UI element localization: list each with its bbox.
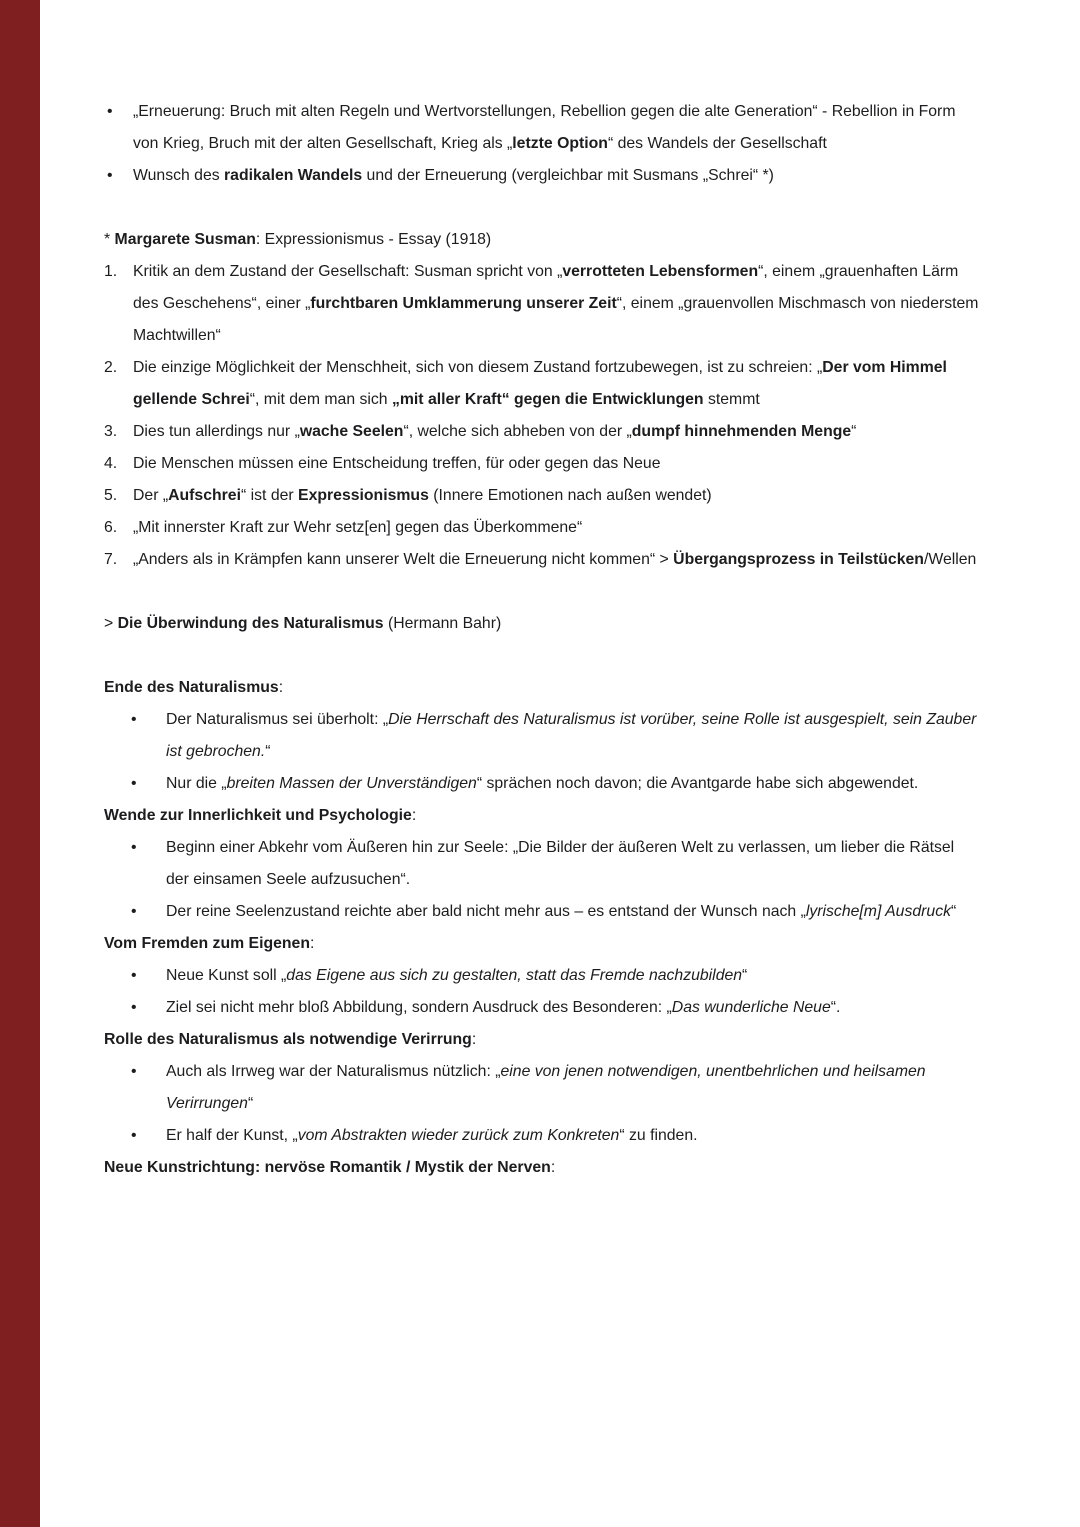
text-segment: : bbox=[471, 1031, 477, 1048]
list-number: 2. bbox=[104, 359, 118, 376]
text-run bbox=[166, 992, 980, 1024]
text-segment: „Erneuerung: Bruch mit alten Regeln und Wertvorstellungen, Rebellion gegen die alte Generation“ - Rebellion in Form von Krieg, Bruch mit der alten Gesellschaft, Krieg als „ bbox=[133, 103, 956, 152]
text-run bbox=[166, 1120, 980, 1152]
bullet-icon: • bbox=[107, 103, 113, 120]
bullet-icon: • bbox=[131, 775, 137, 792]
text-run bbox=[133, 544, 980, 576]
text-run bbox=[133, 256, 980, 352]
text-segment: Auch als Irrweg war der Naturalismus nützlich: „ bbox=[166, 1063, 501, 1080]
bullet-icon: • bbox=[131, 1063, 137, 1080]
sub-bullet-item bbox=[126, 704, 980, 768]
bold-text-segment: Rolle des Naturalismus als notwendige Verirrung bbox=[104, 1031, 472, 1048]
text-segment: “, einem „grauenhaften Lärm des Geschehens“, einer „ bbox=[133, 263, 959, 312]
bold-text-segment: Übergangsprozess in Teilstücken bbox=[673, 551, 924, 568]
list-number: 6. bbox=[104, 519, 118, 536]
blank-line bbox=[104, 640, 980, 672]
text-run bbox=[166, 832, 980, 896]
blank-line bbox=[104, 576, 980, 608]
sub-bullet-item bbox=[126, 960, 980, 992]
numbered-list-item bbox=[104, 544, 980, 576]
numbered-list-item bbox=[104, 512, 980, 544]
text-run bbox=[133, 96, 980, 160]
text-segment: “ bbox=[851, 423, 857, 440]
section-heading bbox=[104, 800, 980, 832]
numbered-list-item bbox=[104, 480, 980, 512]
bold-text-segment: radikalen Wandels bbox=[224, 167, 363, 184]
sub-bullet-item bbox=[126, 832, 980, 896]
sub-bullet-item bbox=[126, 1056, 980, 1120]
text-segment: Die Menschen müssen eine Entscheidung treffen, für oder gegen das Neue bbox=[133, 455, 661, 472]
paragraph bbox=[104, 224, 980, 256]
text-segment: /Wellen bbox=[923, 551, 977, 568]
bullet-list-item bbox=[104, 96, 980, 160]
bullet-icon: • bbox=[131, 999, 137, 1016]
bold-text-segment: Aufschrei bbox=[168, 487, 241, 504]
text-segment: stemmt bbox=[703, 391, 760, 408]
bold-text-segment: Ende des Naturalismus bbox=[104, 679, 279, 696]
italic-text-segment: eine von jenen notwendigen, unentbehrlichen und heilsamen Verirrungen bbox=[166, 1063, 926, 1112]
italic-text-segment: breiten Massen der Unverständigen bbox=[226, 775, 477, 792]
list-number: 7. bbox=[104, 551, 118, 568]
italic-text-segment: Die Herrschaft des Naturalismus ist vorüber, seine Rolle ist ausgespielt, sein Zauber ist gebrochen. bbox=[166, 711, 977, 760]
text-run bbox=[104, 928, 980, 960]
bold-text-segment: Vom Fremden zum Eigenen bbox=[104, 935, 310, 952]
text-segment: “ bbox=[247, 1095, 254, 1112]
page-edge-accent-bar bbox=[0, 0, 40, 1527]
text-run bbox=[133, 160, 980, 192]
list-number: 5. bbox=[104, 487, 118, 504]
paragraph bbox=[104, 608, 980, 640]
text-segment: Wunsch des bbox=[133, 167, 225, 184]
bullet-icon: • bbox=[107, 167, 113, 184]
text-segment: Er half der Kunst, „ bbox=[166, 1127, 298, 1144]
text-segment: Der Naturalismus sei überholt: „ bbox=[166, 711, 389, 728]
text-segment: (Hermann Bahr) bbox=[383, 615, 502, 632]
text-segment: “ zu finden. bbox=[619, 1127, 698, 1144]
italic-text-segment: das Eigene aus sich zu gestalten, statt das Fremde nachzubilden bbox=[286, 967, 743, 984]
text-run bbox=[166, 960, 980, 992]
bullet-icon: • bbox=[131, 1127, 137, 1144]
bold-text-segment: Die Überwindung des Naturalismus bbox=[117, 615, 384, 632]
bullet-icon: • bbox=[131, 839, 137, 856]
bold-text-segment: verrotteten Lebensformen bbox=[562, 263, 759, 280]
text-segment: : bbox=[309, 935, 315, 952]
text-run bbox=[104, 672, 980, 704]
bullet-icon: • bbox=[131, 967, 137, 984]
bullet-icon: • bbox=[131, 711, 137, 728]
text-run bbox=[133, 416, 980, 448]
text-segment: Die einzige Möglichkeit der Menschheit, sich von diesem Zustand fortzubewegen, ist zu schreien: „ bbox=[133, 359, 823, 376]
text-segment: Kritik an dem Zustand der Gesellschaft: Susman spricht von „ bbox=[133, 263, 563, 280]
section-heading bbox=[104, 928, 980, 960]
bold-text-segment: Wende zur Innerlichkeit und Psychologie bbox=[104, 807, 412, 824]
italic-text-segment: vom Abstrakten wieder zurück zum Konkreten bbox=[297, 1127, 620, 1144]
text-segment: “. bbox=[830, 999, 841, 1016]
document-page bbox=[104, 96, 980, 1184]
bold-text-segment: letzte Option bbox=[512, 135, 608, 152]
text-segment: Beginn einer Abkehr vom Äußeren hin zur Seele: „Die Bilder der äußeren Welt zu verlassen, um lieber die Rätsel der einsamen Seele aufzusuchen“. bbox=[166, 839, 955, 888]
numbered-list-item bbox=[104, 352, 980, 416]
text-run bbox=[104, 1024, 980, 1056]
text-segment: Der reine Seelenzustand reichte aber bald nicht mehr aus – es entstand der Wunsch nach „ bbox=[166, 903, 806, 920]
text-segment: Nur die „ bbox=[166, 775, 227, 792]
bold-text-segment: dumpf hinnehmenden Menge bbox=[631, 423, 852, 440]
text-segment: : bbox=[278, 679, 284, 696]
text-segment: “, einem „grauenvollen Mischmasch von niederstem Machtwillen“ bbox=[133, 295, 979, 344]
text-run bbox=[104, 800, 980, 832]
text-segment: : Expressionismus - Essay (1918) bbox=[255, 231, 492, 248]
text-segment: und der Erneuerung (vergleichbar mit Susmans „Schrei“ *) bbox=[362, 167, 774, 184]
text-segment: > bbox=[104, 615, 118, 632]
text-run bbox=[166, 896, 980, 928]
numbered-list-item bbox=[104, 256, 980, 352]
section-heading bbox=[104, 1024, 980, 1056]
list-number: 3. bbox=[104, 423, 118, 440]
bold-text-segment: Neue Kunstrichtung: nervöse Romantik / Mystik der Nerven bbox=[104, 1159, 551, 1176]
bullet-list-item bbox=[104, 160, 980, 192]
bold-text-segment: „mit aller Kraft“ gegen die Entwicklungen bbox=[391, 391, 704, 408]
bullet-icon: • bbox=[131, 903, 137, 920]
text-segment: Neue Kunst soll „ bbox=[166, 967, 287, 984]
text-segment: “ des Wandels der Gesellschaft bbox=[607, 135, 827, 152]
sub-bullet-item bbox=[126, 992, 980, 1024]
text-segment: : bbox=[411, 807, 417, 824]
text-segment: „Anders als in Krämpfen kann unserer Welt die Erneuerung nicht kommen“ > bbox=[133, 551, 674, 568]
text-run bbox=[133, 448, 980, 480]
text-segment: Ziel sei nicht mehr bloß Abbildung, sondern Ausdruck des Besonderen: „ bbox=[166, 999, 672, 1016]
bold-text-segment: wache Seelen bbox=[299, 423, 404, 440]
text-run bbox=[104, 608, 980, 640]
italic-text-segment: Das wunderliche Neue bbox=[671, 999, 831, 1016]
sub-bullet-item bbox=[126, 1120, 980, 1152]
text-segment: “, mit dem man sich bbox=[249, 391, 392, 408]
text-run bbox=[133, 512, 980, 544]
text-segment: Der „ bbox=[133, 487, 169, 504]
numbered-list-item bbox=[104, 448, 980, 480]
numbered-list-item bbox=[104, 416, 980, 448]
text-run bbox=[166, 1056, 980, 1120]
text-segment: : bbox=[550, 1159, 556, 1176]
document-content bbox=[104, 96, 980, 1184]
text-segment: “ bbox=[265, 743, 271, 760]
section-heading bbox=[104, 1152, 980, 1184]
blank-line bbox=[104, 192, 980, 224]
text-run bbox=[104, 1152, 980, 1184]
text-segment: * bbox=[104, 231, 115, 248]
text-segment: “, welche sich abheben von der „ bbox=[403, 423, 632, 440]
italic-text-segment: lyrische[m] Ausdruck bbox=[805, 903, 951, 920]
text-segment: (Innere Emotionen nach außen wendet) bbox=[428, 487, 712, 504]
text-segment: Dies tun allerdings nur „ bbox=[133, 423, 300, 440]
text-run bbox=[166, 704, 980, 768]
bold-text-segment: Der vom Himmel gellende Schrei bbox=[133, 359, 947, 408]
bold-text-segment: Expressionismus bbox=[298, 487, 429, 504]
list-number: 1. bbox=[104, 263, 118, 280]
text-segment: „Mit innerster Kraft zur Wehr setz[en] gegen das Überkommene“ bbox=[133, 519, 583, 536]
bold-text-segment: furchtbaren Umklammerung unserer Zeit bbox=[310, 295, 617, 312]
text-segment: “ sprächen noch davon; die Avantgarde habe sich abgewendet. bbox=[476, 775, 919, 792]
section-heading bbox=[104, 672, 980, 704]
sub-bullet-item bbox=[126, 896, 980, 928]
text-segment: “ ist der bbox=[240, 487, 299, 504]
text-segment: “ bbox=[742, 967, 748, 984]
bold-text-segment: Margarete Susman bbox=[114, 231, 256, 248]
sub-bullet-item bbox=[126, 768, 980, 800]
text-segment: “ bbox=[951, 903, 957, 920]
text-run bbox=[133, 480, 980, 512]
text-run bbox=[133, 352, 980, 416]
text-run bbox=[104, 224, 980, 256]
list-number: 4. bbox=[104, 455, 118, 472]
text-run bbox=[166, 768, 980, 800]
